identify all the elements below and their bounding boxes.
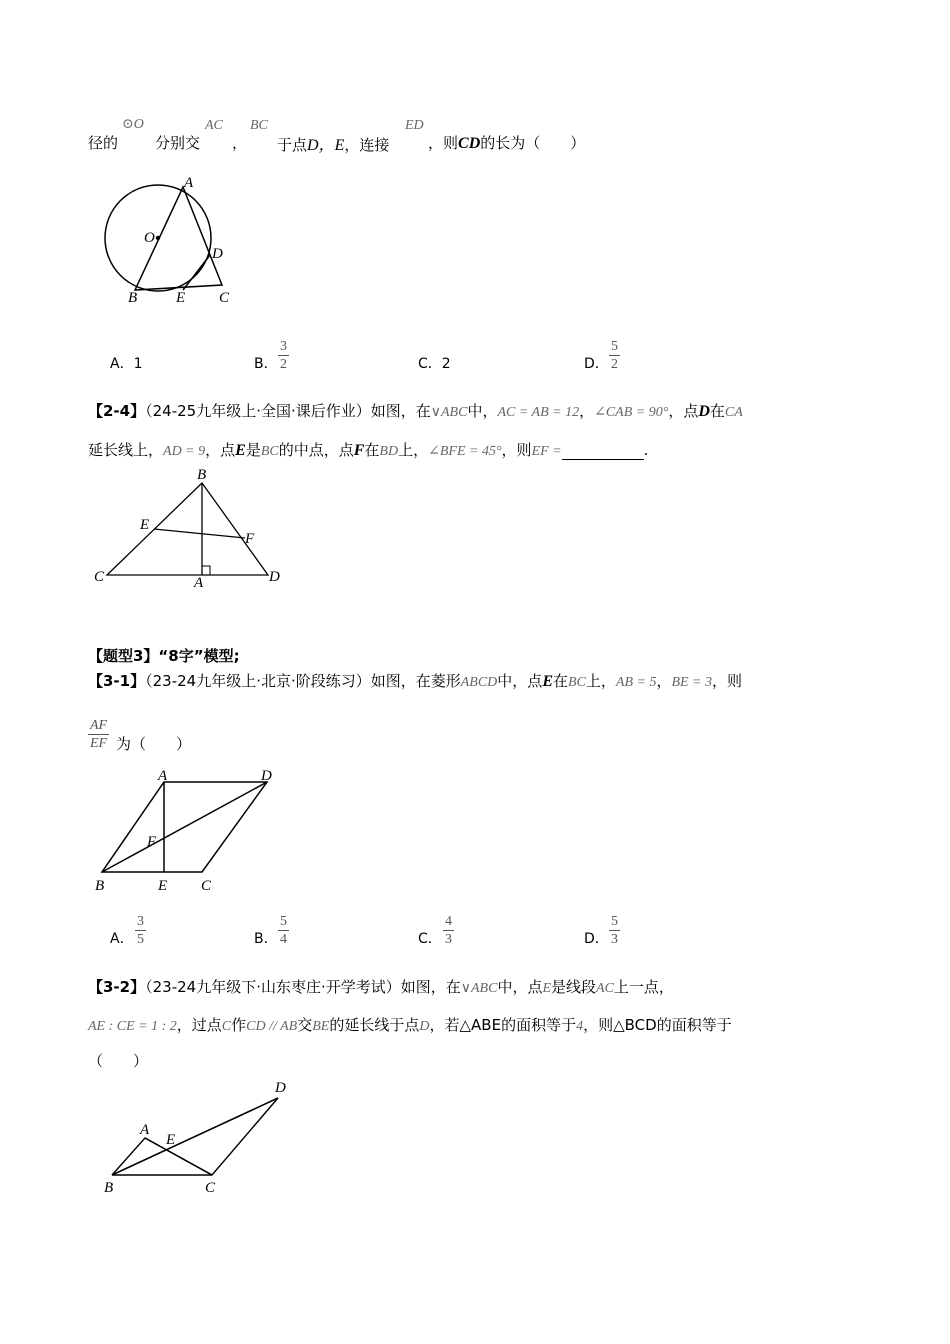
label-d: D (269, 569, 280, 585)
label-b: B (128, 290, 138, 306)
option-d[interactable]: D． (584, 356, 609, 372)
q32-line1: 【3-2】（23-24九年级下·山东枣庄·开学考试）如图，在∨ABC中，点E是线段AC上一点， (88, 978, 674, 996)
text-segment: 径的 (88, 134, 119, 152)
option-c[interactable]: C．2 (418, 356, 451, 372)
circle-triangle-figure (100, 172, 235, 307)
math-circle-o: ⊙O (122, 117, 144, 132)
option-c[interactable]: C． (418, 931, 442, 947)
label-d: D (212, 246, 223, 262)
label-a: A (140, 1122, 150, 1138)
fraction: $\frac{5}{3}$ (611, 914, 618, 947)
right-angle-mark (202, 566, 210, 575)
label-a: A (158, 768, 168, 784)
q24-line2: 延长线上，AD = 9，点E是BC的中点，点F在BD上，∠BFE = 45°，则EF = . (88, 441, 649, 459)
math-ac: AC (205, 118, 223, 133)
text-segment: 分别交 (155, 134, 201, 152)
q-cont-line (88, 132, 118, 153)
text-segment: 为（ ） (116, 735, 192, 753)
label-d: D (275, 1080, 286, 1096)
label-b: B (95, 878, 105, 894)
math-bc: BC (250, 118, 268, 133)
triangle-bcd (107, 483, 268, 575)
fraction-af-ef: $\frac{AF}{EF}$ (90, 718, 108, 751)
option-a[interactable]: A．1 (110, 356, 143, 372)
fraction: $\frac{3}{2}$ (280, 339, 287, 372)
label-o: O (144, 230, 155, 246)
question-tag: 【2-4】 (88, 402, 146, 420)
label-c: C (219, 290, 230, 306)
fraction: $\frac{5}{2}$ (611, 339, 618, 372)
option-d[interactable]: D． (584, 931, 609, 947)
label-f: F (147, 834, 157, 850)
label-a: A (194, 575, 204, 591)
option-b[interactable]: B． (254, 356, 278, 372)
answer-blank[interactable] (562, 445, 644, 460)
label-e: E (176, 290, 186, 306)
q32-line2: AE : CE = 1 : 2，过点C作CD // AB交BE的延长线于点D，若△ABE的面积等于4，则△BCD的面积等于 (88, 1016, 732, 1034)
text-segment: 于点D，E，连接 (277, 136, 390, 154)
segment-bd (112, 1098, 278, 1175)
label-e: E (140, 517, 150, 533)
option-a[interactable]: A． (110, 931, 134, 947)
q32-line3: （ ） (88, 1052, 149, 1070)
text-segment: ， (232, 134, 248, 152)
label-b: B (197, 467, 207, 483)
q24-line1: 【2-4】（24-25九年级上·全国·课后作业）如图，在∨ABC中，AC = AB = 12，∠CAB = 90°，点D在CA (88, 402, 743, 420)
eight-model-figure (100, 1080, 300, 1200)
rhombus-figure (92, 768, 282, 897)
label-e: E (158, 878, 168, 894)
text-segment: ，则CD的长为（ ） (428, 134, 586, 152)
option-b[interactable]: B． (254, 931, 278, 947)
label-d: D (261, 768, 272, 784)
section-heading: 【题型3】“8字”模型; (88, 647, 240, 665)
q31-line1: 【3-1】（23-24九年级上·北京·阶段练习）如图，在菱形ABCD中，点E在BC上，AB = 5，BE = 3，则 (88, 672, 743, 690)
fraction: $\frac{3}{5}$ (137, 914, 144, 947)
segment-ed (183, 255, 210, 290)
triangle-bcd-figure (90, 465, 290, 590)
fraction: $\frac{4}{3}$ (445, 914, 452, 947)
segment-bd (102, 782, 267, 872)
fraction: $\frac{5}{4}$ (280, 914, 287, 947)
label-c: C (201, 878, 212, 894)
segment-ef (154, 529, 245, 538)
label-c: C (205, 1180, 216, 1196)
label-c: C (94, 569, 105, 585)
label-a: A (184, 175, 194, 191)
label-e: E (166, 1132, 176, 1148)
label-f: F (245, 531, 255, 547)
label-b: B (104, 1180, 114, 1196)
math-ed: ED (405, 118, 424, 133)
center-point (156, 236, 160, 240)
